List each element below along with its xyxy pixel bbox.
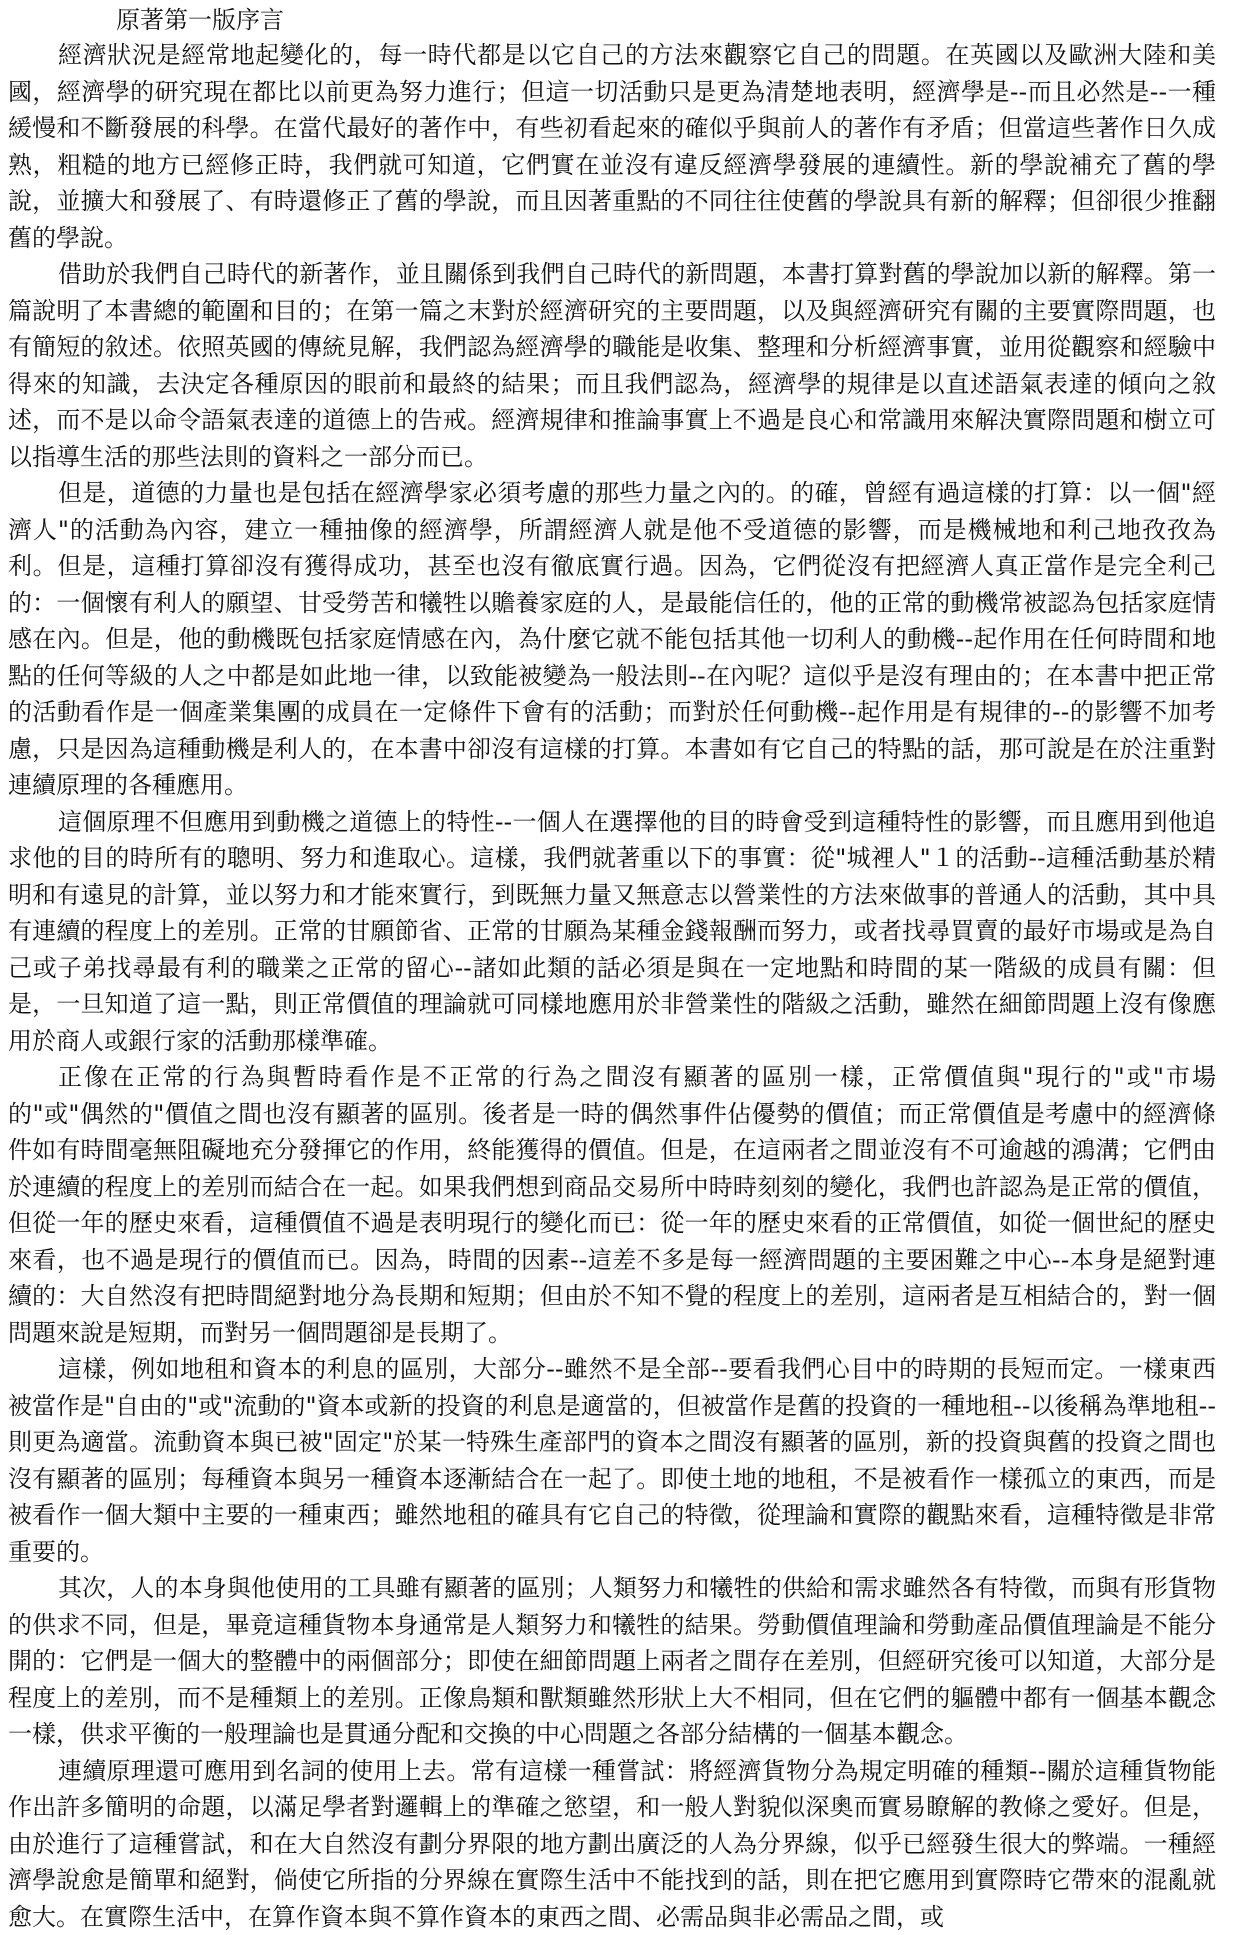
paragraph-2: 借助於我們自己時代的新著作，並且關係到我們自己時代的新問題，本書打算對舊的學說加以新的解釋。第一篇說明了本書總的範圍和目的；在第一篇之末對於經濟研究的主要問題，以及與經濟研究有關的主要實際問題，也有簡短的敘述。依照英國的傳統見解，我們認為經濟學的職能是收集、整理和分析經濟事實，並用從觀察和經驗中得來的知識，去決定各種原因的眼前和最終的結果；而且我們認為，經濟學的規律是以直述語氣表達的傾向之敘述，而不是以命令語氣表達的道德上的告戒。經濟規律和推論事實上不過是良心和常識用來解決實際問題和樹立可以指導生活的那些法則的資料之一部分而已。 [8, 256, 1216, 475]
paragraph-7: 其次，人的本身與他使用的工具雖有顯著的區別；人類努力和犧牲的供給和需求雖然各有特徵，而與有形貨物的供求不同，但是，畢竟這種貨物本身通常是人類努力和犧牲的結果。勞動價值理論和勞動產品價值理論是不能分開的：它們是一個大的整體中的兩個部分；即使在細節問題上兩者之間存在差別，但經研究後可以知道，大部分是程度上的差別，而不是種類上的差別。正像鳥類和獸類雖然形狀上大不相同，但在它們的軀體中都有一個基本觀念一樣，供求平衡的一般理論也是貫通分配和交換的中心問題之各部分結構的一個基本觀念。 [8, 1570, 1216, 1753]
paragraph-4: 這個原理不但應用到動機之道德上的特性--一個人在選擇他的目的時會受到這種特性的影響，而且應用到他追求他的目的時所有的聰明、努力和進取心。這樣，我們就著重以下的事實：從"城裡人"１的活動--這種活動基於精明和有遠見的計算，並以努力和才能來實行，到既無力量又無意志以營業性的方法來做事的普通人的活動，其中具有連續的程度上的差別。正常的甘願節省、正常的甘願為某種金錢報酬而努力，或者找尋買賣的最好市場或是為自己或子弟找尋最有利的職業之正常的留心--諸如此類的話必須是與在一定地點和時間的某一階級的成員有關：但是，一旦知道了這一點，則正常價值的理論就可同樣地應用於非營業性的階級之活動，雖然在細節問題上沒有像應用於商人或銀行家的活動那樣準確。 [8, 804, 1216, 1060]
paragraph-1: 經濟狀況是經常地起變化的，每一時代都是以它自己的方法來觀察它自己的問題。在英國以及歐洲大陸和美國，經濟學的研究現在都比以前更為努力進行；但這一切活動只是更為清楚地表明，經濟學是--而且必然是--一種緩慢和不斷發展的科學。在當代最好的著作中，有些初看起來的確似乎與前人的著作有矛盾；但當這些著作日久成熟，粗糙的地方已經修正時，我們就可知道，它們實在並沒有違反經濟學發展的連續性。新的學說補充了舊的學說，並擴大和發展了、有時還修正了舊的學說，而且因著重點的不同往往使舊的學說具有新的解釋；但卻很少推翻舊的學說。 [8, 37, 1216, 256]
paragraph-3: 但是，道德的力量也是包括在經濟學家必須考慮的那些力量之內的。的確，曾經有過這樣的打算：以一個"經濟人"的活動為內容，建立一種抽像的經濟學，所謂經濟人就是他不受道德的影響，而是機械地和利己地孜孜為利。但是，這種打算卻沒有獲得成功，甚至也沒有徹底實行過。因為，它們從沒有把經濟人真正當作是完全利己的：一個懷有利人的願望、甘受勞苦和犧牲以贍養家庭的人，是最能信任的，他的正常的動機常被認為包括家庭情感在內。但是，他的動機既包括家庭情感在內，為什麼它就不能包括其他一切利人的動機--起作用在任何時間和地點的任何等級的人之中都是如此地一律，以致能被變為一般法則--在內呢？這似乎是沒有理由的；在本書中把正常的活動看作是一個產業集團的成員在一定條件下會有的活動；而對於任何動機--起作用是有規律的--的影響不加考慮，只是因為這種動機是利人的，在本書中卻沒有這樣的打算。本書如有它自己的特點的話，那可說是在於注重對連續原理的各種應用。 [8, 475, 1216, 804]
document-title: 原著第一版序言 [116, 4, 1216, 37]
paragraph-5: 正像在正常的行為與暫時看作是不正常的行為之間沒有顯著的區別一樣，正常價值與"現行的"或"市場的"或"偶然的"價值之間也沒有顯著的區別。後者是一時的偶然事件佔優勢的價值；而正常價值是考慮中的經濟條件如有時間毫無阻礙地充分發揮它的作用，終能獲得的價值。但是，在這兩者之間並沒有不可逾越的鴻溝；它們由於連續的程度上的差別而結合在一起。如果我們想到商品交易所中時時刻刻的變化，我們也許認為是正常的價值，但從一年的歷史來看，這種價值不過是表明現行的變化而已：從一年的歷史來看的正常價值，如從一個世紀的歷史來看，也不過是現行的價值而已。因為，時間的因素--這差不多是每一經濟問題的主要困難之中心--本身是絕對連續的：大自然沒有把時間絕對地分為長期和短期；但由於不知不覺的程度上的差別，這兩者是互相結合的，對一個問題來說是短期，而對另一個問題卻是長期了。 [8, 1059, 1216, 1351]
paragraph-6: 這樣，例如地租和資本的利息的區別，大部分--雖然不是全部--要看我們心目中的時期的長短而定。一樣東西被當作是"自由的"或"流動的"資本或新的投資的利息是適當的，但被當作是舊的投資的一種地租--以後稱為準地租--則更為適當。流動資本與已被"固定"於某一特殊生產部門的資本之間沒有顯著的區別，新的投資與舊的投資之間也沒有顯著的區別；每種資本與另一種資本逐漸結合在一起了。即使土地的地租，不是被看作一樣孤立的東西，而是被看作一個大類中主要的一種東西；雖然地租的確具有它自己的特徵，從理論和實際的觀點來看，這種特徵是非常重要的。 [8, 1351, 1216, 1570]
paragraph-8: 連續原理還可應用到名詞的使用上去。常有這樣一種嘗試：將經濟貨物分為規定明確的種類--關於這種貨物能作出許多簡明的命題，以滿足學者對邏輯上的準確之慾望，和一般人對貌似深奧而實易瞭解的教條之愛好。但是，由於進行了這種嘗試，和在大自然沒有劃分界限的地方劃出廣泛的人為分界線，似乎已經發生很大的弊端。一種經濟學說愈是簡單和絕對，倘使它所指的分界線在實際生活中不能找到的話，則在把它應用到實際時它帶來的混亂就愈大。在實際生活中，在算作資本與不算作資本的東西之間、必需品與非必需品之間，或 [8, 1753, 1216, 1935]
